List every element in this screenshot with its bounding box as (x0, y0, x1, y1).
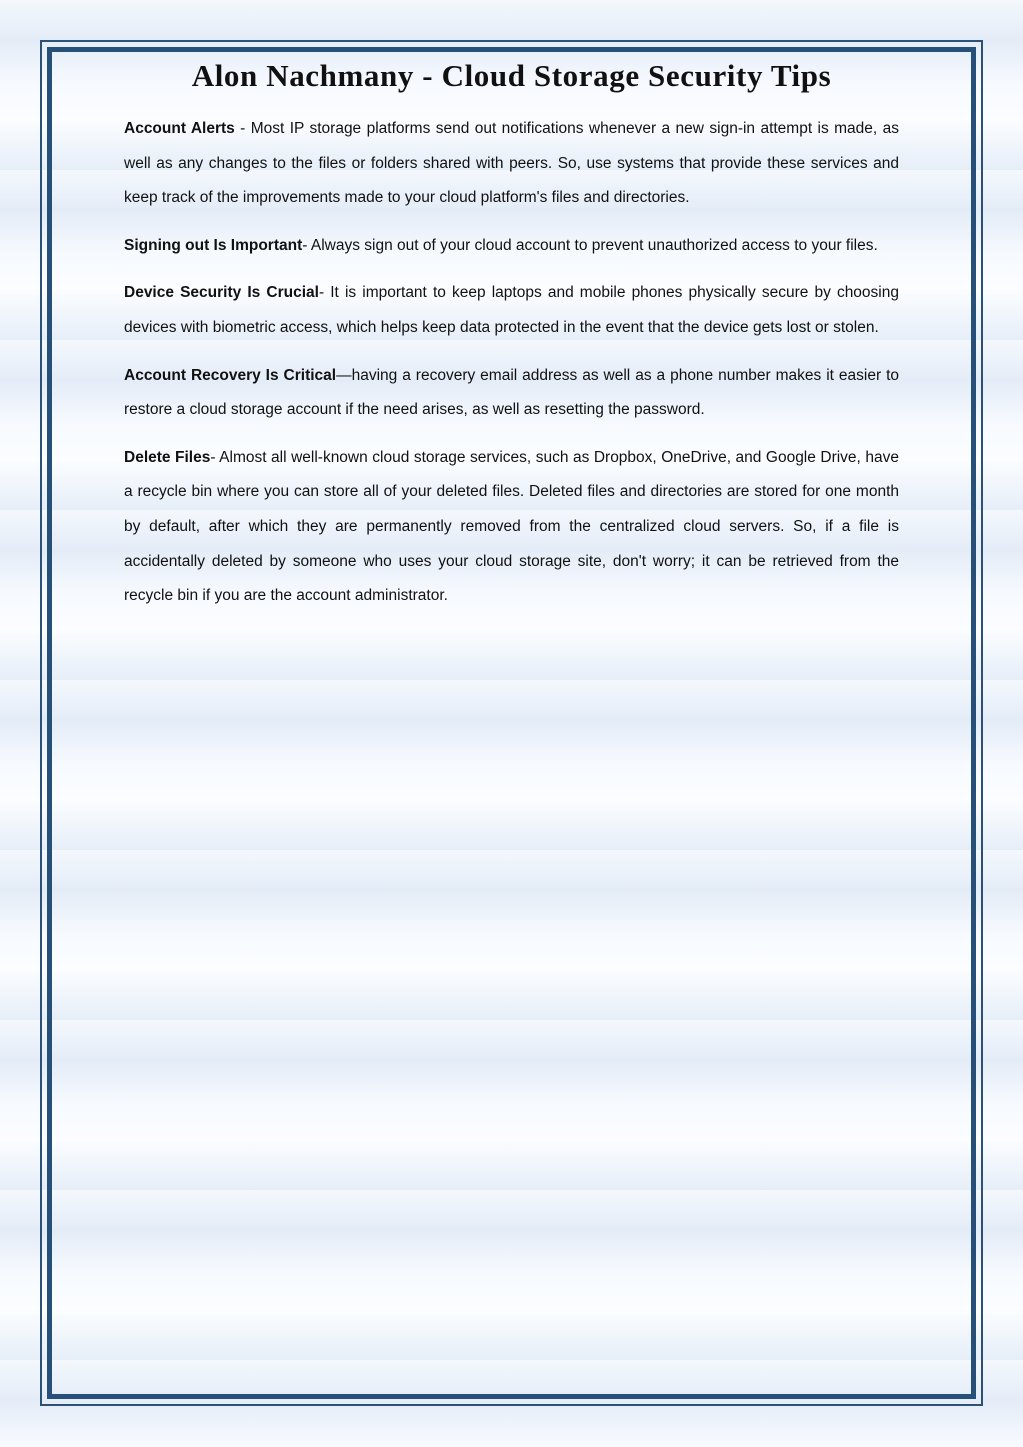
tip-body: —having a recovery email address as well as a phone number makes it easier to restore a cloud storage account if the need arises, as well as resetting the password. (124, 366, 899, 419)
page-title: Alon Nachmany - Cloud Storage Security Tips (191, 58, 832, 93)
tip-body: - Most IP storage platforms send out notifications whenever a new sign-in attempt is made, as well as any changes to the files or folders shared with peers. So, use systems that provide these services and keep track of the improvements made to your cloud platform's files and directories. (124, 120, 899, 207)
tip-heading: Account Alerts (124, 120, 235, 137)
tip-signing-out (124, 229, 899, 264)
tip-account-alerts (124, 112, 899, 216)
tip-heading: Delete Files (124, 448, 211, 466)
tip-body: - Almost all well-known cloud storage services, such as Dropbox, OneDrive, and Google Drive, have a recycle bin where you can store all of your deleted files. Deleted files and directories are stored for one month by default, after which they are permanently removed from the centralized cloud servers. So, if a file is accidentally deleted by someone who uses your cloud storage site, don't worry; it can be retrieved from the recycle bin if you are the account administrator. (124, 448, 899, 605)
tip-heading: Signing out Is Important (124, 236, 303, 254)
tip-delete-files (124, 441, 899, 614)
tip-body: - Always sign out of your cloud account to prevent unauthorized access to your files. (302, 236, 878, 254)
tip-heading: Account Recovery Is Critical (124, 366, 337, 384)
tip-device-security (124, 276, 899, 345)
document-content (124, 58, 899, 627)
tip-body: - It is important to keep laptops and mobile phones physically secure by choosing devices with biometric access, which helps keep data protected in the event that the device gets lost or stolen. (124, 284, 899, 336)
tip-account-recovery (124, 359, 899, 428)
tip-heading: Device Security Is Crucial (124, 284, 319, 302)
